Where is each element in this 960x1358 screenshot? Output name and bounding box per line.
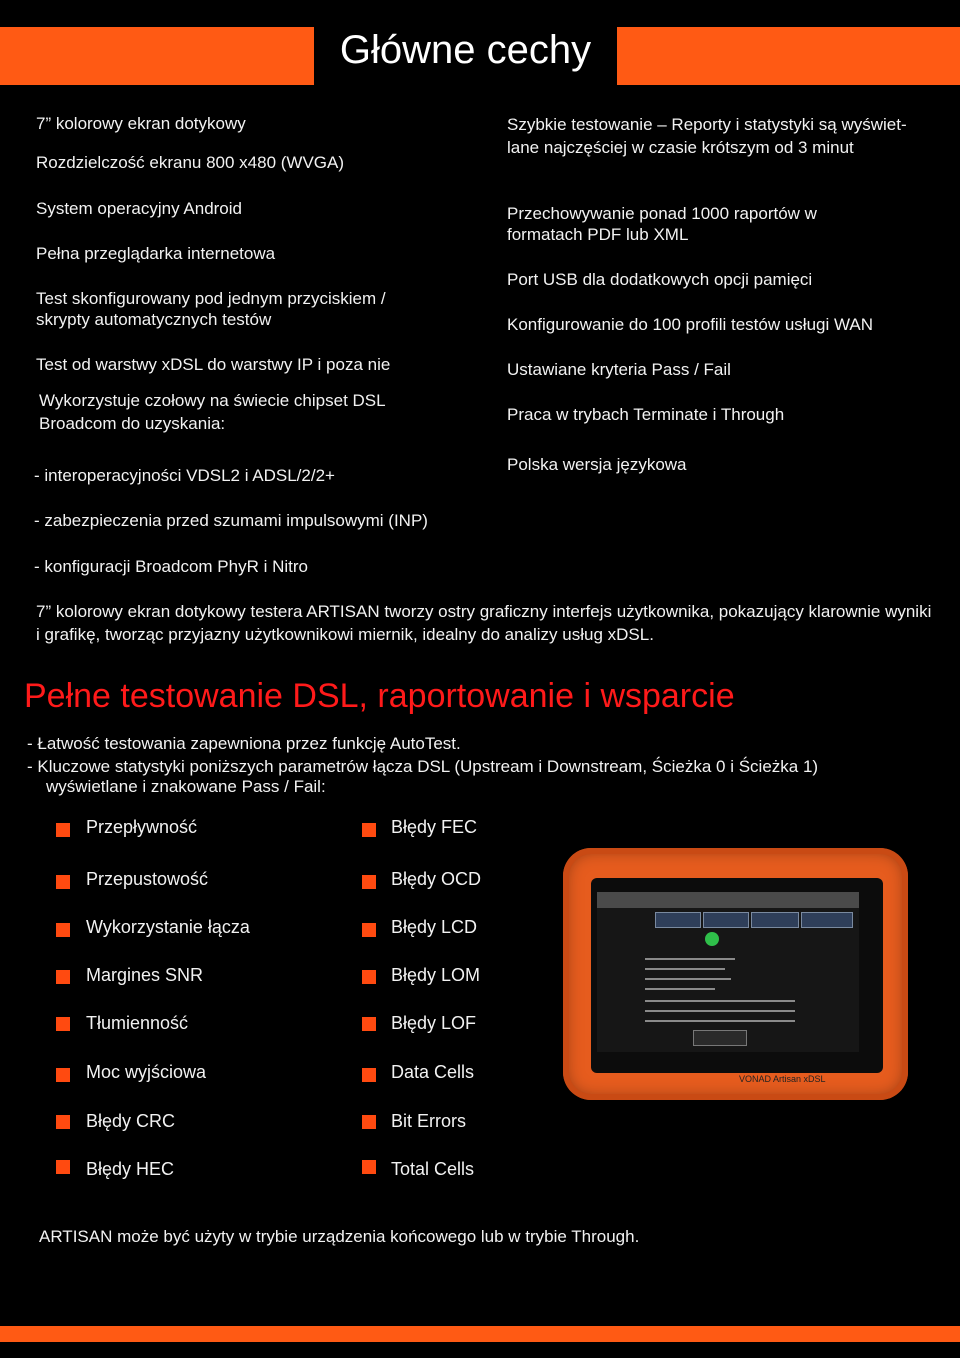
feature-right-3: Port USB dla dodatkowych opcji pamięci: [507, 270, 813, 289]
feature-left-3: System operacyjny Android: [36, 199, 242, 218]
device-screen-row: [645, 978, 731, 980]
feature-right-1: Szybkie testowanie – Reporty i statystyki są wyświet- lane najczęściej w czasie krótszym od 3 minut: [507, 115, 907, 157]
device-pass-icon: [705, 932, 719, 946]
square-bullet-icon: [362, 923, 376, 937]
section-point-1: - Łatwość testowania zapewniona przez funkcję AutoTest.: [27, 734, 461, 753]
feature-left-8: - interoperacyjności VDSL2 i ADSL/2/2+: [34, 466, 335, 485]
summary-paragraph: 7” kolorowy ekran dotykowy testera ARTISAN tworzy ostry graficzny interfejs użytkownika, pokazujący klarownie wyniki i grafikę, tworząc przyjazny użytkownikowi miernik, idealny do analizy usług xDSL.: [36, 602, 932, 644]
feature-right-7: Polska wersja językowa: [507, 455, 687, 474]
param-right-5: Błędy LOF: [391, 1013, 477, 1033]
param-right-2: Błędy OCD: [391, 869, 482, 889]
param-left-8: Błędy HEC: [86, 1159, 175, 1179]
param-right-4: Błędy LOM: [391, 965, 481, 985]
square-bullet-icon: [56, 823, 70, 837]
feature-right-6: Praca w trybach Terminate i Through: [507, 405, 785, 424]
device-screen-row: [645, 968, 725, 970]
device-screen-tab: [751, 912, 799, 928]
param-left-5: Tłumienność: [86, 1013, 189, 1033]
square-bullet-icon: [362, 823, 376, 837]
device-illustration: [563, 848, 908, 1100]
device-screen-tab: [703, 912, 749, 928]
feature-left-9: - zabezpieczenia przed szumami impulsowymi (INP): [34, 511, 428, 530]
feature-left-2: Rozdzielczość ekranu 800 x480 (WVGA): [36, 153, 345, 172]
device-screen-row: [645, 958, 735, 960]
param-left-3: Wykorzystanie łącza: [86, 917, 250, 937]
param-right-7: Bit Errors: [391, 1111, 467, 1131]
header-bar-left: [0, 27, 314, 85]
device-screen: [597, 892, 859, 1052]
device-screen-button: [693, 1030, 747, 1046]
param-left-4: Margines SNR: [86, 965, 204, 985]
square-bullet-icon: [56, 1160, 70, 1174]
device-screen-row: [645, 988, 715, 990]
device-screen-statusbar: [597, 892, 859, 908]
square-bullet-icon: [56, 970, 70, 984]
feature-left-5: Test skonfigurowany pod jednym przyciskiem / skrypty automatycznych testów: [36, 289, 386, 329]
page-title: Główne cechy: [339, 28, 592, 72]
square-bullet-icon: [56, 923, 70, 937]
square-bullet-icon: [362, 970, 376, 984]
section-point-2: - Kluczowe statystyki poniższych parametrów łącza DSL (Upstream i Downstream, Ścieżka 0 i Ścieżka 1): [27, 757, 819, 776]
feature-right-4: Konfigurowanie do 100 profili testów usługi WAN: [507, 315, 874, 334]
param-left-2: Przepustowość: [86, 869, 209, 889]
device-screen-row: [645, 1010, 795, 1012]
device-screen-row: [645, 1000, 795, 1002]
feature-right-2: Przechowywanie ponad 1000 raportów w formatach PDF lub XML: [507, 204, 817, 244]
feature-left-6: Test od warstwy xDSL do warstwy IP i poza nie: [36, 355, 391, 374]
param-right-1: Błędy FEC: [391, 817, 478, 837]
device-screen-row: [645, 1020, 795, 1022]
square-bullet-icon: [362, 1068, 376, 1082]
feature-left-4: Pełna przeglądarka internetowa: [36, 244, 276, 263]
feature-left-7: Wykorzystuje czołowy na świecie chipset DSL Broadcom do uzyskania:: [39, 391, 385, 433]
square-bullet-icon: [362, 1115, 376, 1129]
feature-left-1: 7” kolorowy ekran dotykowy: [36, 114, 246, 133]
square-bullet-icon: [362, 875, 376, 889]
footer-note: ARTISAN może być użyty w trybie urządzenia końcowego lub w trybie Through.: [39, 1227, 640, 1246]
device-screen-tab: [801, 912, 853, 928]
feature-right-5: Ustawiane kryteria Pass / Fail: [507, 360, 731, 379]
param-left-1: Przepływność: [86, 817, 198, 837]
square-bullet-icon: [362, 1017, 376, 1031]
square-bullet-icon: [56, 1017, 70, 1031]
square-bullet-icon: [56, 1068, 70, 1082]
device-brand-label: VONAD Artisan xDSL: [739, 1074, 826, 1084]
param-right-6: Data Cells: [391, 1062, 475, 1082]
square-bullet-icon: [56, 875, 70, 889]
section-heading: Pełne testowanie DSL, raportowanie i wsparcie: [24, 677, 735, 715]
param-left-6: Moc wyjściowa: [86, 1062, 207, 1082]
header-bar-right: [617, 27, 960, 85]
square-bullet-icon: [362, 1160, 376, 1174]
square-bullet-icon: [56, 1115, 70, 1129]
footer-bar: [0, 1326, 960, 1342]
param-left-7: Błędy CRC: [86, 1111, 176, 1131]
param-right-3: Błędy LCD: [391, 917, 478, 937]
feature-left-10: - konfiguracji Broadcom PhyR i Nitro: [34, 557, 308, 576]
device-screen-tab: [655, 912, 701, 928]
param-right-8: Total Cells: [391, 1159, 475, 1179]
section-point-2-cont: wyświetlane i znakowane Pass / Fail:: [46, 777, 326, 796]
